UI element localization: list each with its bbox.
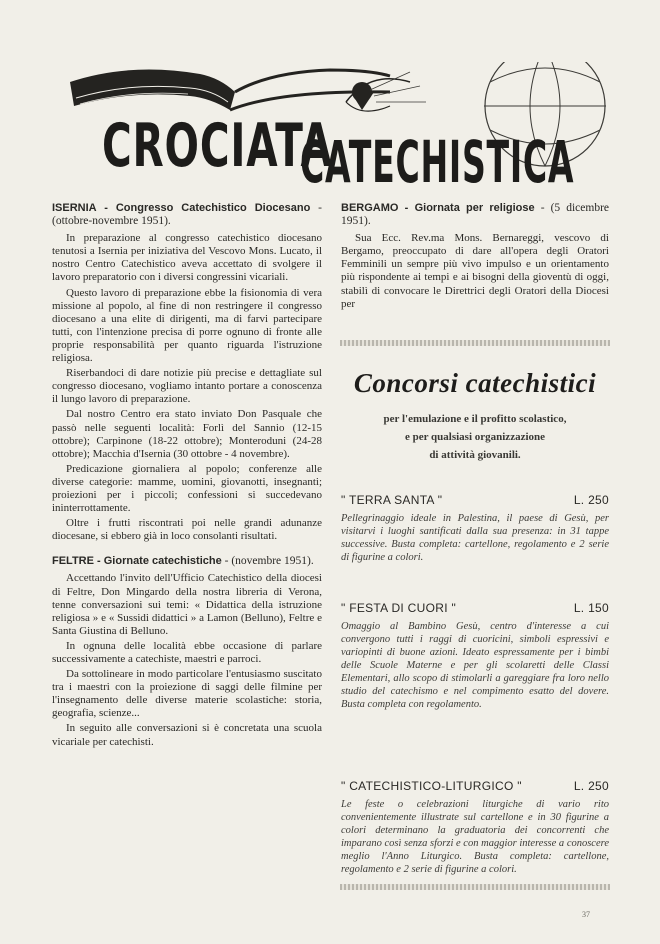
concorsi-subtitle-line: e per qualsiasi organizzazione	[404, 431, 546, 443]
concorsi-title: Concorsi catechistici	[353, 368, 597, 398]
concorso-price: L. 250	[573, 493, 609, 507]
masthead-word-catechistica: CATECHISTICA	[300, 128, 575, 196]
concorso-price: L. 150	[573, 601, 609, 615]
concorsi-subtitle-line: di attività giovanili.	[429, 449, 521, 461]
feltre-paragraph: In ognuna delle località ebbe occasione di parlare successivamente a catechiste, maestri e parroci.	[52, 639, 322, 665]
left-column	[52, 202, 322, 751]
concorso-description: Omaggio al Bambino Gesù, centro d'interesse a cui convergono tutti i raggi di cuoricini, simboli espressivi e variopinti di buone azioni. Ideato espressamente per i bimbi delle Scuole Materne e per gli scolaretti delle Classi Elementari, allo scopo di stimolarli a gareggiare fra loro nello studio del catechismo e nel compimento esatto del dovere. Busta completa con regolamento.	[341, 621, 609, 710]
bergamo-date: - (5 dicembre 1951).	[341, 202, 610, 228]
feltre-paragraph: In seguito alle conversazioni si è concretata una scuola vicariale per catechisti.	[52, 722, 322, 748]
bergamo-heading	[341, 202, 609, 228]
concorso-name: " FESTA DI CUORI "	[341, 601, 457, 615]
concorsi-subtitle	[341, 410, 609, 464]
page-number: 37	[582, 910, 590, 919]
masthead	[70, 62, 610, 196]
concorsi-subtitle-line: per l'emulazione e il profitto scolastico,	[383, 413, 567, 425]
concorso-entry-festa-di-cuori	[341, 602, 609, 711]
feltre-heading	[52, 555, 322, 568]
feltre-date: - (novembre 1951).	[224, 555, 314, 568]
concorso-name: " TERRA SANTA "	[341, 493, 443, 507]
right-column-top	[341, 202, 609, 313]
concorso-entry-head	[341, 494, 609, 507]
isernia-paragraph: Questo lavoro di preparazione ebbe la fisionomia di vera missione al popolo, al fine di non restringere il congresso diocesano a una elite di dirigenti, ma di farvi partecipare tutti, con l'intenzione precisa di porre ognuno di fronte alle proprie responsabilità per quanto riguarda l'istruzione religiosa.	[52, 286, 322, 365]
bottom-divider	[340, 884, 610, 890]
top-divider	[340, 340, 610, 346]
isernia-paragraph: Predicazione giornaliera al popolo; conferenze alle diverse categorie: mamme, uomini, giovanotti, insegnanti; proiezioni per i piccoli; confessioni si succedevano ininterrottamente.	[52, 462, 322, 515]
feltre-paragraph: Accettando l'invito dell'Ufficio Catechistico della diocesi di Feltre, Don Mingardo della nostra libreria di Verona, tenne conversazioni sui temi: « Didattica della istruzione religiosa » e « Sussidi didattici » a Lamon (Belluno), Feltre e Santa Giustina di Belluno.	[52, 572, 322, 637]
masthead-word-crociata: CROCIATA	[102, 112, 333, 181]
concorso-price: L. 250	[573, 779, 609, 793]
concorso-entry-catechistico-liturgico	[341, 780, 609, 876]
concorso-entry-head	[341, 780, 609, 793]
concorso-description: Pellegrinaggio ideale in Palestina, il paese di Gesù, per visitarvi i luoghi santificati dalla sua presenza: in 31 tappe successive. Busta completa: cartellone, regolamento e 2 serie di figurine a colori.	[341, 513, 609, 563]
isernia-heading	[52, 202, 322, 228]
isernia-paragraph: Dal nostro Centro era stato inviato Don Pasquale che passò nelle seguenti località: Forlì del Sannio (12-15 ottobre); Carpinone (18-22 ottobre); Monteroduni (24-28 ottobre); Macchia d'Isernia (30 ottobre - 4 novembre).	[52, 408, 322, 460]
isernia-title: ISERNIA - Congresso Catechistico Diocesano	[52, 202, 311, 214]
feltre-paragraph: Da sottolineare in modo particolare l'entusiasmo suscitato tra i maestri con la proiezione di saggi delle filmine per l'insegnamento delle diverse materie scolastiche: storia, geografia, scienze...	[52, 668, 322, 720]
isernia-paragraph: In preparazione al congresso catechistico diocesano tenutosi a Isernia per iniziativa del Vescovo Mons. Lucato, il nostro Centro Catechistico aveva accettato di svolgere il lavoro preparatorio con i diversi congressini vicariali.	[52, 232, 322, 284]
feltre-title: FELTRE - Giornate catechistiche	[52, 555, 222, 568]
isernia-paragraph: Riserbandoci di dare notizie più precise e dettagliate sul congresso diocesano, vogliamo intanto portare a conoscenza il lungo lavoro di preparazione.	[52, 367, 322, 406]
concorso-description: Le feste o celebrazioni liturgiche di vario rito convenientemente illustrate sul cartellone e in 30 figurine a colori determinano la graduatoria dei concorrenti che imparano così senza sforzi e con maggior interesse a conoscere meglio l'Anno Liturgico. Busta completa: cartellone, regolamento e 2 serie di figurine a colori.	[341, 799, 609, 875]
isernia-date: - (ottobre-novembre 1951).	[52, 202, 322, 228]
concorso-name: " CATECHISTICO-LITURGICO "	[341, 779, 522, 793]
bergamo-paragraph: Sua Ecc. Rev.ma Mons. Bernareggi, vescovo di Bergamo, preoccupato di dare all'opera degli Oratori Femminili un sempre più vivo impulso e un orientamento più rispondente ai tempi e ai bisogni della gioventù di oggi, stabilì di convocare le Direttrici degli Oratori della Diocesi per	[341, 232, 609, 310]
concorso-entry-head	[341, 602, 609, 615]
bergamo-title: BERGAMO - Giornata per religiose	[341, 202, 535, 214]
isernia-paragraph: Oltre i frutti riscontrati poi nelle grandi adunanze diocesane, si ebbero già in loco consolanti risultati.	[52, 517, 322, 543]
concorso-entry-terra-santa	[341, 494, 609, 564]
